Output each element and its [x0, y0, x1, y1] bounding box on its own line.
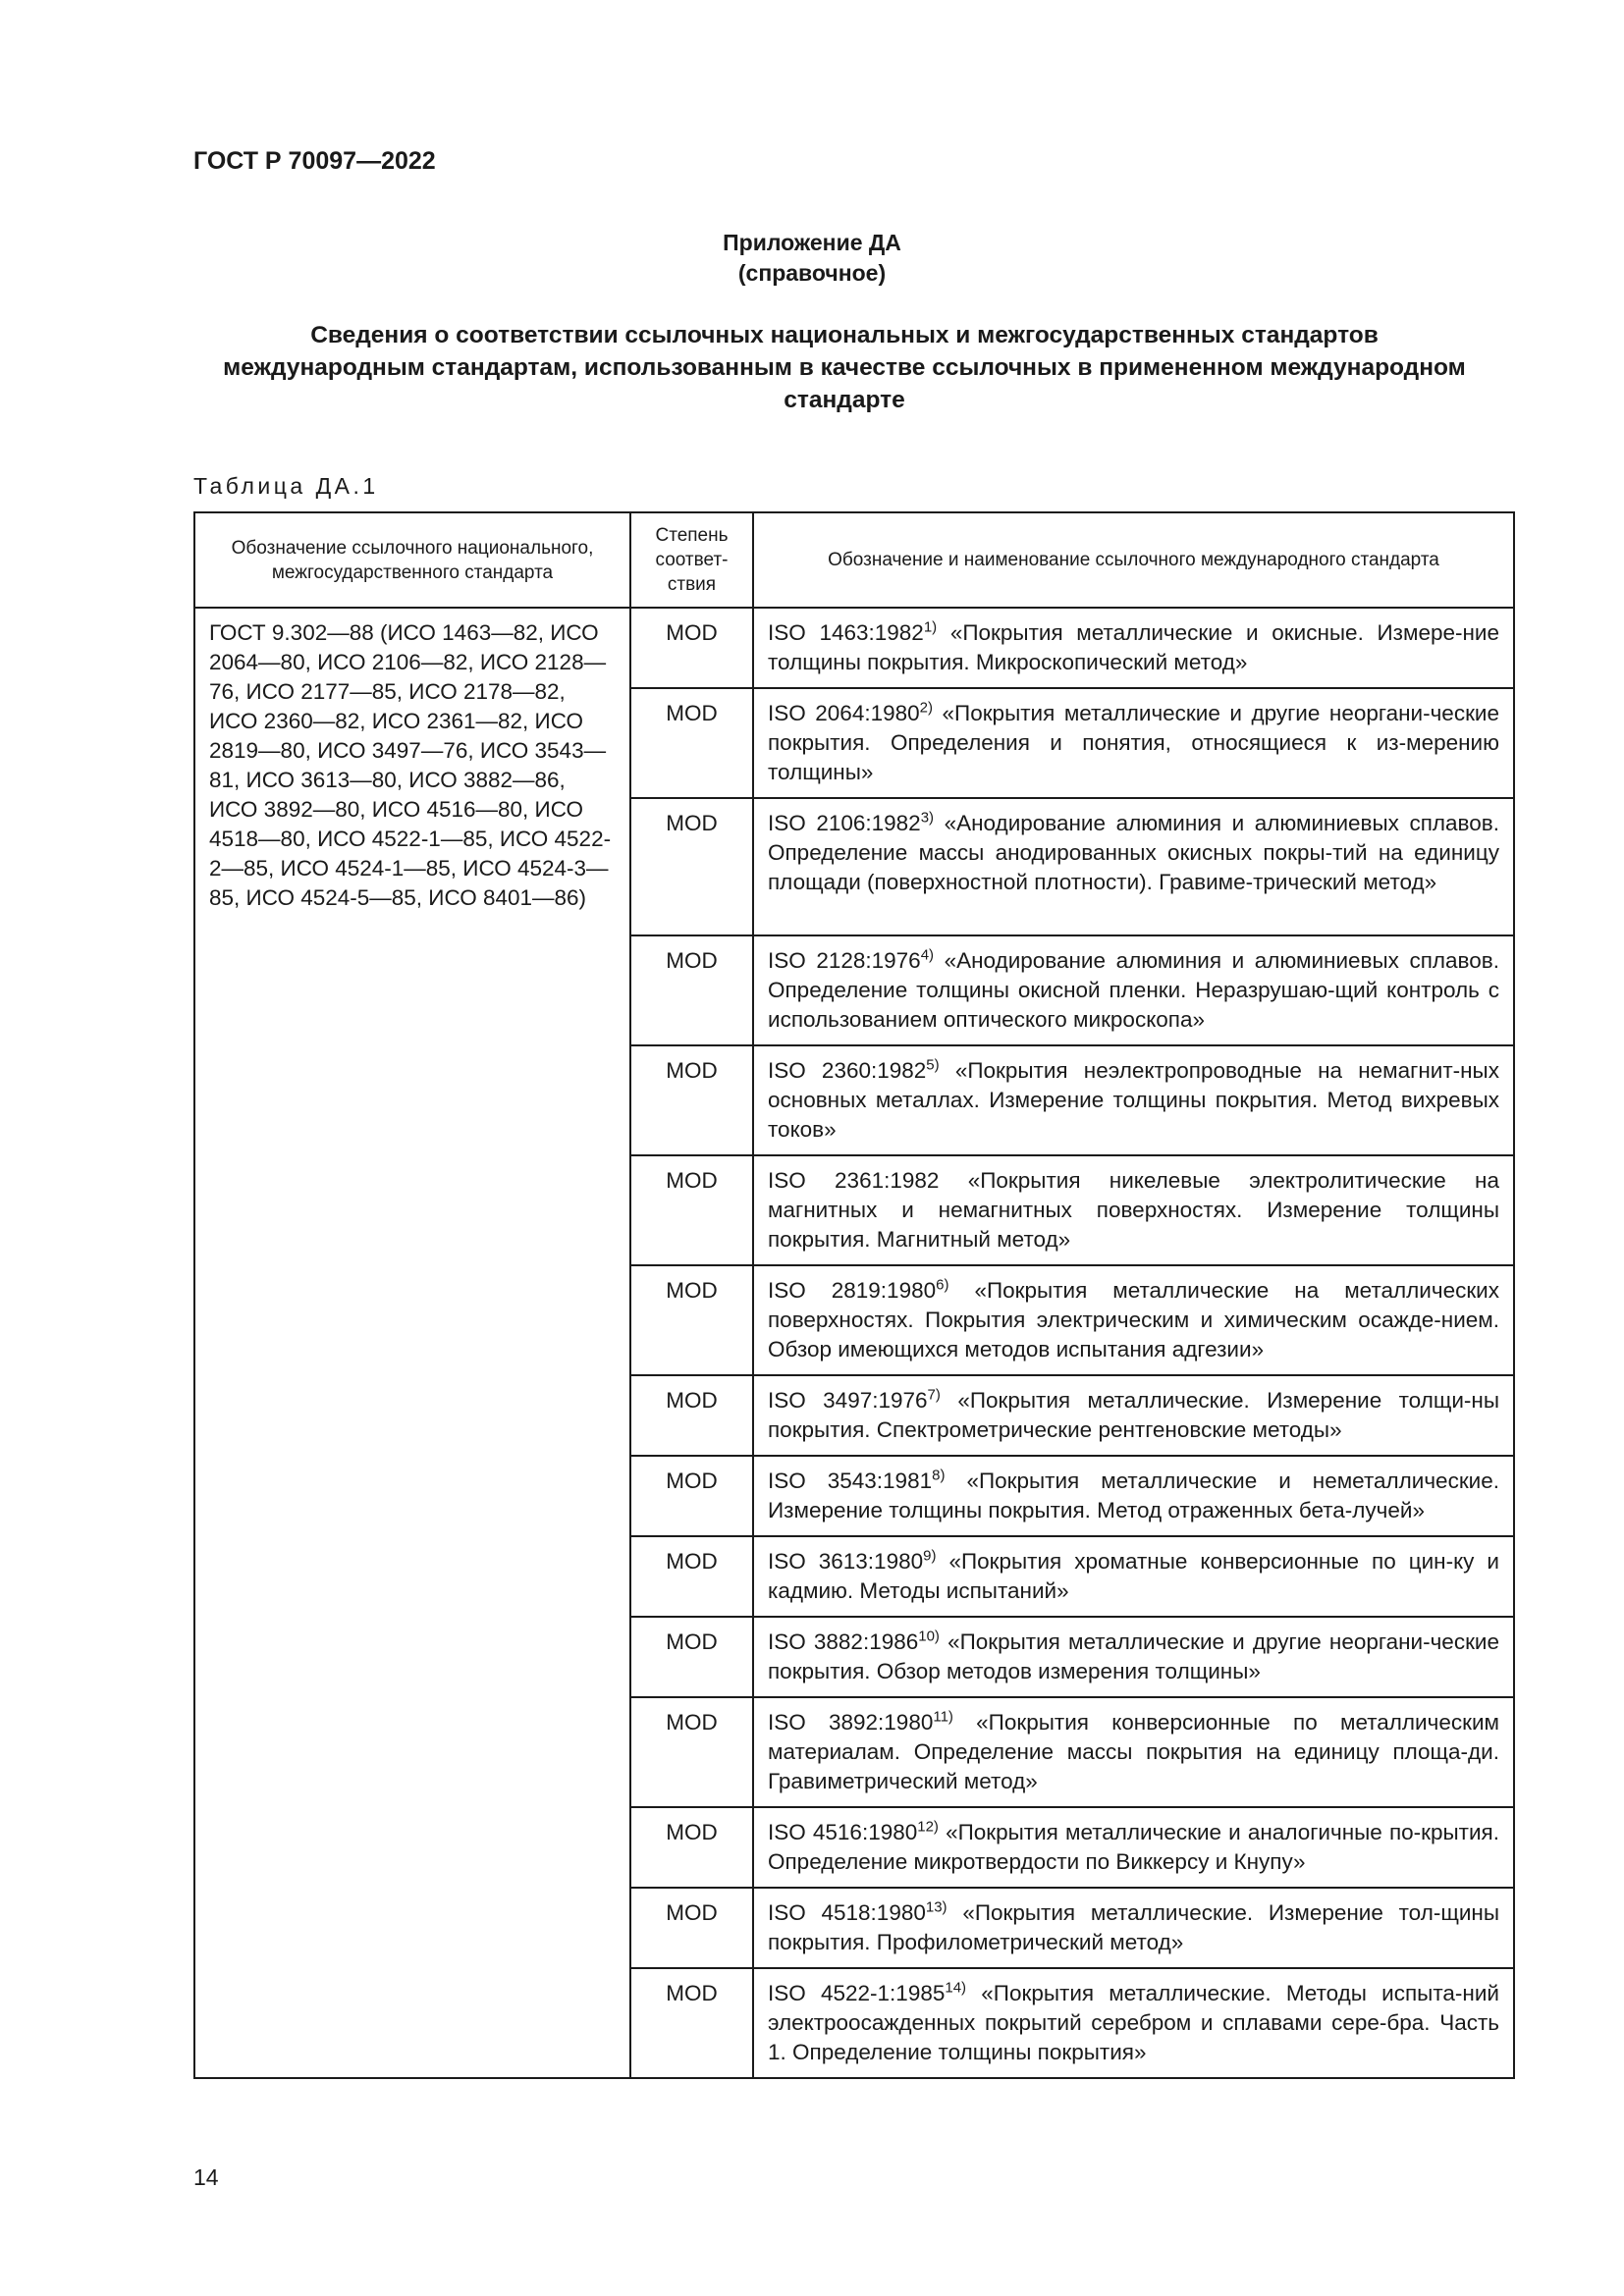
degree-cell: MOD: [630, 798, 753, 935]
degree-cell: MOD: [630, 1375, 753, 1456]
standard-code: ISO 2128:1976: [768, 948, 921, 973]
international-standard-cell: [753, 608, 1514, 688]
footnote-marker: 8): [932, 1467, 946, 1484]
table-row: [194, 608, 1514, 688]
footnote-marker: 1): [923, 618, 938, 636]
degree-cell: MOD: [630, 1265, 753, 1375]
international-standard-cell: [753, 1617, 1514, 1697]
international-standard-cell: [753, 688, 1514, 798]
standard-title: «Анодирование алюминия и алюминиевых сплавов. Определение толщины окисной пленки. Неразрушаю-щий контроль с использованием оптического микроскопа»: [768, 948, 1499, 1032]
standard-code: ISO 2106:1982: [768, 811, 921, 835]
degree-cell: MOD: [630, 608, 753, 688]
standard-code: ISO 2361:1982: [768, 1168, 940, 1193]
standard-title: «Покрытия металлические и аналогичные по-крытия. Определение микротвердости по Виккерсу и Кнупу»: [768, 1820, 1499, 1874]
international-standard-cell: [753, 1536, 1514, 1617]
standard-title: «Покрытия металлические. Измерение тол-щины покрытия. Профилометрический метод»: [768, 1900, 1499, 1954]
annex-heading: [0, 228, 1624, 289]
degree-cell: MOD: [630, 935, 753, 1045]
standard-code: ISO 3543:1981: [768, 1468, 933, 1493]
international-standard-cell: [753, 1697, 1514, 1807]
standard-title: «Покрытия металлические на металлических поверхностях. Покрытия электрическим и химическим осажде-нием. Обзор имеющихся методов испытания адгезии»: [768, 1278, 1499, 1362]
international-standard-cell: [753, 1888, 1514, 1968]
header-international-standard: Обозначение и наименование ссылочного международного стандарта: [753, 512, 1514, 608]
standard-code: ISO 4516:1980: [768, 1820, 918, 1844]
footnote-marker: 3): [920, 809, 935, 827]
standard-title: «Покрытия неэлектропроводные на немагнит-ных основных металлах. Измерение толщины покрытия. Метод вихревых токов»: [768, 1058, 1499, 1142]
international-standard-cell: [753, 1456, 1514, 1536]
footnote-marker: 11): [933, 1708, 953, 1726]
standard-title: «Покрытия хроматные конверсионные по цин-ку и кадмию. Методы испытаний»: [768, 1549, 1499, 1603]
standard-title: «Покрытия металлические и окисные. Измере-ние толщины покрытия. Микроскопический метод»: [768, 620, 1499, 674]
international-standard-cell: [753, 1375, 1514, 1456]
degree-cell: MOD: [630, 1456, 753, 1536]
standard-title: «Покрытия металлические. Методы испыта-ний электроосажденных покрытий серебром и сплавами сере-бра. Часть 1. Определение толщины покрытия»: [768, 1981, 1499, 2064]
footnote-marker: 14): [945, 1979, 967, 1997]
standard-title: «Покрытия металлические. Измерение толщи-ны покрытия. Спектрометрические рентгеновские методы»: [768, 1388, 1500, 1442]
degree-cell: MOD: [630, 1617, 753, 1697]
degree-cell: MOD: [630, 1155, 753, 1265]
header-national-standard: Обозначение ссылочного национального, межгосударственного стандарта: [194, 512, 630, 608]
footnote-marker: 10): [918, 1628, 940, 1645]
degree-cell: MOD: [630, 1968, 753, 2078]
international-standard-cell: [753, 1045, 1514, 1155]
standard-title: «Анодирование алюминия и алюминиевых сплавов. Определение массы анодированных окисных покры-тий на единицу площади (поверхностной плотности). Гравиме-трический метод»: [768, 811, 1499, 894]
standard-code: ISO 3497:1976: [768, 1388, 928, 1413]
annex-type: (справочное): [737, 260, 887, 286]
footnote-marker: 2): [919, 699, 933, 717]
degree-cell: MOD: [630, 1888, 753, 1968]
degree-cell: MOD: [630, 1807, 753, 1888]
degree-cell: MOD: [630, 1697, 753, 1807]
table-header-row: [194, 512, 1514, 608]
standard-code: ISO 3613:1980: [768, 1549, 924, 1574]
table-caption: Таблица ДА.1: [193, 473, 379, 499]
international-standard-cell: [753, 1155, 1514, 1265]
standard-code: ISO 1463:1982: [768, 620, 924, 645]
header-degree: Степень соответ-ствия: [630, 512, 753, 608]
footnote-marker: 9): [923, 1547, 937, 1565]
national-standard-cell: ГОСТ 9.302—88 (ИСО 1463—82, ИСО 2064—80, ИСО 2106—82, ИСО 2128—76, ИСО 2177—85, ИСО 2178—82, ИСО 2360—82, ИСО 2361—82, ИСО 2819—80, ИСО 3497—76, ИСО 3543—81, ИСО 3613—80, ИСО 3882—86, ИСО 3892—80, ИСО 4516—80, ИСО 4518—80, ИСО 4522-1—85, ИСО 4522-2—85, ИСО 4524-1—85, ИСО 4524-3—85, ИСО 4524-5—85, ИСО 8401—86): [194, 608, 630, 2078]
degree-cell: MOD: [630, 1536, 753, 1617]
international-standard-cell: [753, 935, 1514, 1045]
standard-code: ISO 4522-1:1985: [768, 1981, 946, 2005]
standard-code: ISO 4518:1980: [768, 1900, 926, 1925]
footnote-marker: 6): [936, 1276, 949, 1294]
standard-title: «Покрытия никелевые электролитические на магнитных и немагнитных поверхностях. Измерение толщины покрытия. Магнитный метод»: [768, 1168, 1499, 1252]
degree-cell: MOD: [630, 1045, 753, 1155]
standard-title: «Покрытия металлические и другие неоргани-ческие покрытия. Определения и понятия, относящиеся к из-мерению толщины»: [768, 701, 1499, 784]
footnote-marker: 7): [927, 1386, 941, 1404]
footnote-marker: 5): [926, 1056, 940, 1074]
international-standard-cell: [753, 1968, 1514, 2078]
international-standard-cell: [753, 1265, 1514, 1375]
standard-code: ISO 2819:1980: [768, 1278, 937, 1303]
correspondence-table: [193, 511, 1515, 2079]
standard-code: ISO 2064:1980: [768, 701, 920, 725]
standard-title: «Покрытия конверсионные по металлическим материалам. Определение массы покрытия на единицу площа-ди. Гравиметрический метод»: [768, 1710, 1499, 1793]
international-standard-cell: [753, 1807, 1514, 1888]
standard-code: ISO 3892:1980: [768, 1710, 934, 1735]
international-standard-cell: [753, 798, 1514, 935]
degree-cell: MOD: [630, 688, 753, 798]
page-number: 14: [193, 2164, 219, 2190]
standard-code: ISO 2360:1982: [768, 1058, 927, 1083]
footnote-marker: 12): [917, 1818, 939, 1836]
footnote-marker: 13): [925, 1898, 947, 1916]
standard-title: «Покрытия металлические и неметаллические. Измерение толщины покрытия. Метод отраженных бета-лучей»: [768, 1468, 1499, 1522]
standard-code: ISO 3882:1986: [768, 1629, 919, 1654]
document-code: ГОСТ Р 70097—2022: [193, 147, 436, 175]
footnote-marker: 4): [920, 946, 935, 964]
standard-title: «Покрытия металлические и другие неоргани-ческие покрытия. Обзор методов измерения толщины»: [768, 1629, 1499, 1683]
page-title: Сведения о соответствии ссылочных национальных и межгосударственных стандартов международным стандартам, использованным в качестве ссылочных в примененном международном стандарте: [223, 322, 1466, 413]
annex-label: Приложение ДА: [723, 230, 901, 255]
